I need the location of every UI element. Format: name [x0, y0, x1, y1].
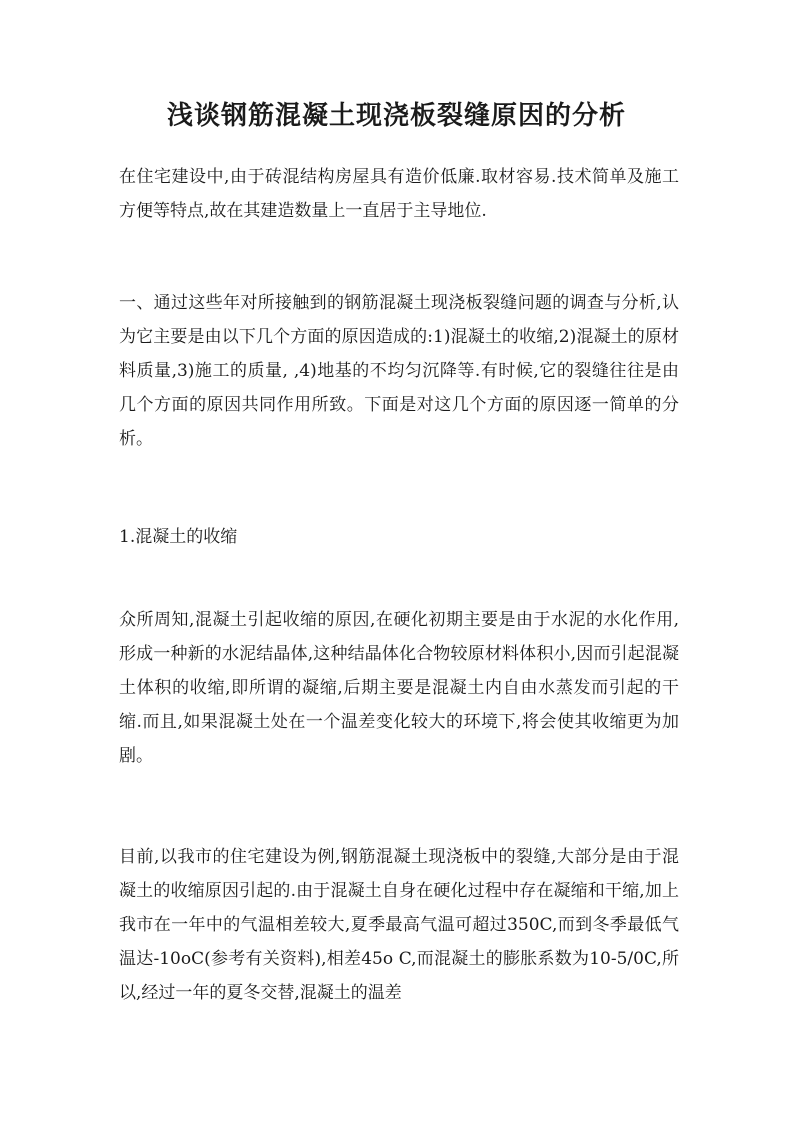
shrinkage-paragraph: 众所周知,混凝土引起收缩的原因,在硬化初期主要是由于水泥的水化作用,形成一种新的水泥结晶体,这种结晶体化合物较原材料体积小,因而引起混凝土体积的收缩,即所谓的凝缩,后期主要是混凝土内自由水蒸发而引起的干缩.而且,如果混凝土处在一个温差变化较大的环境下,将会使其收缩更为加剧。	[119, 610, 679, 766]
local-example-paragraph: 目前,以我市的住宅建设为例,钢筋混凝土现浇板中的裂缝,大部分是由于混凝土的收缩原因引起的.由于混凝土自身在硬化过程中存在凝缩和干缩,加上我市在一年中的气温相差较大,夏季最高气温可超过350C,而到冬季最低气温达-10oC(参考有关资料),相差45o C,而混凝土的膨胀系数为10-5/0C,所以,经过一年的夏冬交替,混凝土的温差	[119, 847, 679, 1003]
causes-overview-paragraph: 一、通过这些年对所接触到的钢筋混凝土现浇板裂缝问题的调查与分析,认为它主要是由以下几个方面的原因造成的:1)混凝土的收缩,2)混凝土的原材料质量,3)施工的质量, ,4)地基的不均匀沉降等.有时候,它的裂缝往往是由几个方面的原因共同作用所致。下面是对这几个方面的原因逐一简单的分析。	[119, 293, 679, 449]
section-heading-shrinkage: 1.混凝土的收缩	[119, 527, 238, 547]
intro-paragraph: 在住宅建设中,由于砖混结构房屋具有造价低廉.取材容易.技术简单及施工方便等特点,故在其建造数量上一直居于主导地位.	[119, 167, 679, 221]
document-title: 浅谈钢筋混凝土现浇板裂缝原因的分析	[166, 101, 626, 131]
